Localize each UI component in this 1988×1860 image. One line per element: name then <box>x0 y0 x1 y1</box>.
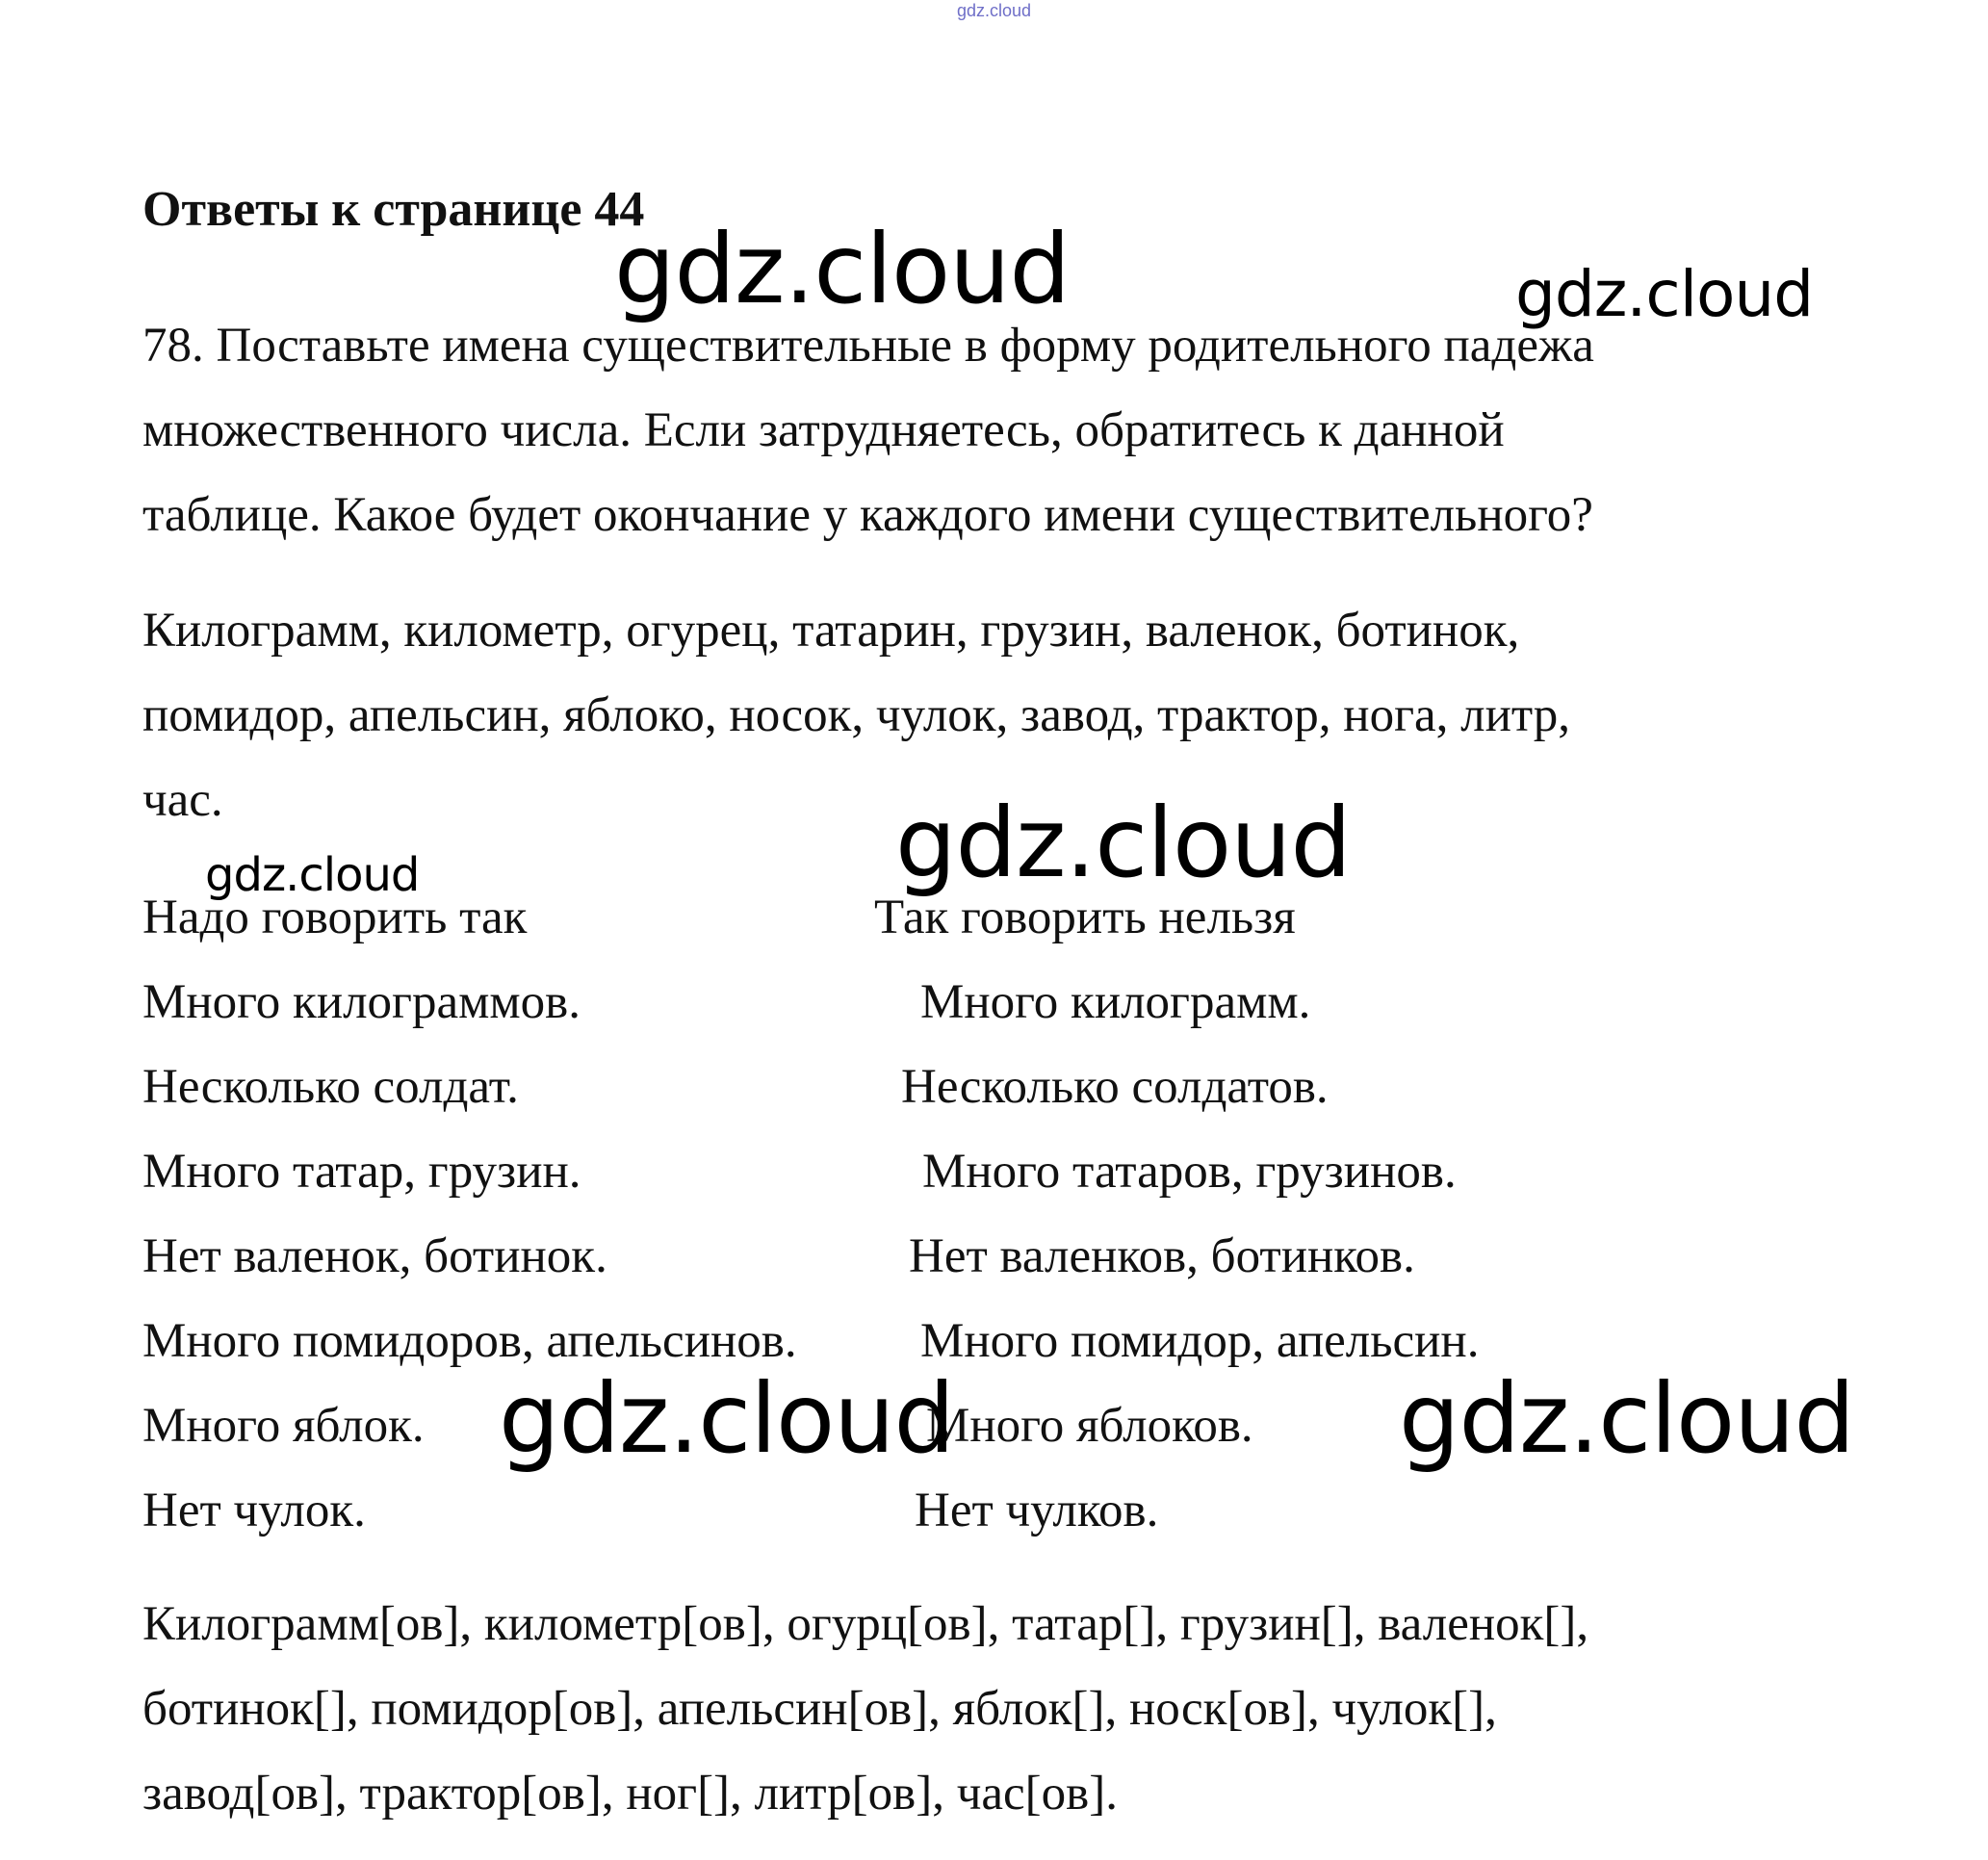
correct-form: Много килограммов. <box>142 975 581 1029</box>
top-watermark: gdz.cloud <box>956 1 1032 20</box>
incorrect-form: Много килограмм. <box>920 975 1311 1029</box>
incorrect-form: Много татаров, грузинов. <box>922 1145 1457 1199</box>
page-title: Ответы к странице 44 <box>142 182 645 237</box>
correct-form: Несколько солдат. <box>142 1060 519 1114</box>
word-list-line: помидор, апельсин, яблоко, носок, чулок, завод, трактор, нога, литр, <box>142 688 1571 742</box>
correct-form: Нет валенок, ботинок. <box>142 1229 607 1283</box>
word-list-line: Килограмм, километр, огурец, татарин, грузин, валенок, ботинок, <box>142 604 1520 658</box>
task-line: таблице. Какое будет окончание у каждого имени существительного? <box>142 488 1593 542</box>
answer-line: Килограмм[ов], километр[ов], огурц[ов], татар[], грузин[], валенок[], <box>142 1597 1589 1651</box>
correct-form: Много помидоров, апельсинов. <box>142 1314 797 1368</box>
correct-form: Много яблок. <box>142 1399 425 1453</box>
answer-text <box>142 1582 1588 1836</box>
answer-line: завод[ов], трактор[ов], ног[], литр[ов], час[ов]. <box>142 1767 1118 1821</box>
watermark: gdz.cloud <box>614 213 1071 325</box>
comparison-row <box>142 960 1875 1045</box>
incorrect-column-header: Так говорить нельзя <box>874 891 1296 944</box>
word-list <box>142 588 1570 842</box>
task-text <box>142 303 1594 557</box>
correct-form: Нет чулок. <box>142 1484 366 1537</box>
task-line: 78. Поставьте имена существительные в форму родительного падежа <box>142 319 1594 373</box>
incorrect-form: Нет чулков. <box>915 1484 1159 1537</box>
task-line: множественного числа. Если затрудняетесь, обратитесь к данной <box>142 403 1505 457</box>
comparison-row <box>142 1129 1875 1214</box>
watermark: gdz.cloud <box>895 787 1352 899</box>
comparison-row <box>142 1045 1875 1129</box>
incorrect-form: Нет валенков, ботинков. <box>909 1229 1415 1283</box>
watermark: gdz.cloud <box>1399 1362 1855 1475</box>
answer-line: ботинок[], помидор[ов], апельсин[ов], яблок[], носк[ов], чулок[], <box>142 1682 1497 1736</box>
watermark: gdz.cloud <box>205 848 420 902</box>
incorrect-form: Много помидор, апельсин. <box>920 1314 1480 1368</box>
correct-form: Много татар, грузин. <box>142 1145 581 1199</box>
correct-column-header: Надо говорить так <box>142 891 528 944</box>
comparison-row <box>142 1468 1875 1553</box>
comparison-row <box>142 1214 1875 1299</box>
incorrect-form: Несколько солдатов. <box>901 1060 1329 1114</box>
incorrect-form: Много яблоков. <box>926 1399 1253 1453</box>
watermark: gdz.cloud <box>1515 257 1814 331</box>
word-list-line: час. <box>142 773 223 827</box>
watermark: gdz.cloud <box>499 1362 955 1475</box>
